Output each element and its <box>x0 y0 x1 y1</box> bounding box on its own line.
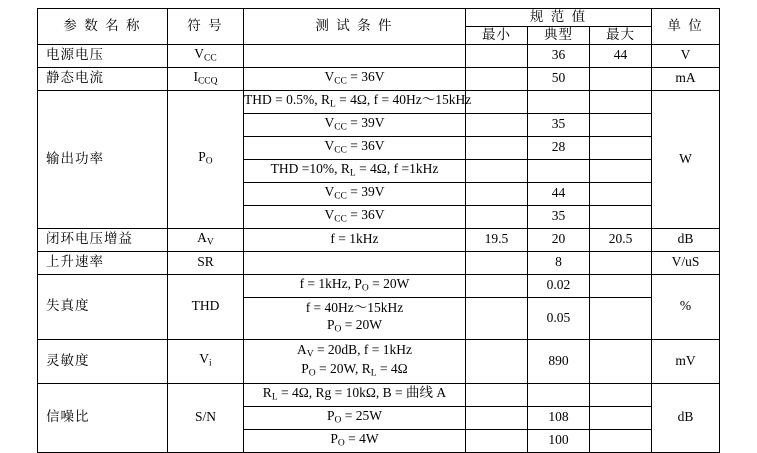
param-snr: 信噪比 <box>37 383 167 452</box>
condition-cell: $P_O = 4W$ <box>243 429 465 452</box>
symbol-sr: SR <box>167 251 243 274</box>
value-min <box>465 297 527 339</box>
symbol-po: $P_O$ <box>167 90 243 228</box>
table-row <box>37 383 719 406</box>
value-max <box>589 406 651 429</box>
value-max <box>589 297 651 339</box>
condition-cell: THD =10%, $R_L = 4\Omega$, f =1kHz <box>243 159 465 182</box>
value-max <box>589 251 651 274</box>
param-output-power: 输出功率 <box>37 90 167 228</box>
value-max: 20.5 <box>589 228 651 251</box>
value-typ <box>527 383 589 406</box>
value-min <box>465 159 527 182</box>
table-row <box>37 251 719 274</box>
unit-cell: % <box>652 274 720 339</box>
value-typ: 50 <box>527 67 589 90</box>
value-typ <box>527 90 589 113</box>
specification-table <box>37 8 720 453</box>
condition-cell: $R_L = 4\Omega$, Rg = 10kΩ, B = 曲线 A <box>243 383 465 406</box>
condition-cell: $V_{CC} = 36V$ <box>243 136 465 159</box>
symbol-vcc: $V_{CC}$ <box>167 44 243 67</box>
param-sensitivity: 灵敏度 <box>37 339 167 383</box>
table-row <box>37 274 719 297</box>
condition-cell: THD = 0.5%, $R_L = 4\Omega$, f = 40Hz～15kHz <box>243 90 465 113</box>
value-max: 44 <box>589 44 651 67</box>
value-min <box>465 383 527 406</box>
value-max <box>589 113 651 136</box>
param-supply-voltage: 电源电压 <box>37 44 167 67</box>
value-typ: 35 <box>527 205 589 228</box>
value-typ: 28 <box>527 136 589 159</box>
symbol-av: $A_V$ <box>167 228 243 251</box>
value-max <box>589 274 651 297</box>
symbol-vi: $V_i$ <box>167 339 243 383</box>
condition-cell: $P_O = 25W$ <box>243 406 465 429</box>
unit-cell: mV <box>652 339 720 383</box>
value-typ <box>527 159 589 182</box>
value-max <box>589 429 651 452</box>
value-typ: 108 <box>527 406 589 429</box>
unit-cell: V/uS <box>652 251 720 274</box>
value-min <box>465 44 527 67</box>
symbol-thd: THD <box>167 274 243 339</box>
table-row <box>37 67 719 90</box>
unit-cell: V <box>652 44 720 67</box>
value-min: 19.5 <box>465 228 527 251</box>
value-min <box>465 113 527 136</box>
value-min <box>465 205 527 228</box>
value-typ: 35 <box>527 113 589 136</box>
param-thd: 失真度 <box>37 274 167 339</box>
table-header-row-1 <box>37 9 719 27</box>
param-closed-loop-gain: 闭环电压增益 <box>37 228 167 251</box>
condition-cell: $V_{CC} = 39V$ <box>243 113 465 136</box>
value-typ: 44 <box>527 182 589 205</box>
symbol-iccq: $I_{CCQ}$ <box>167 67 243 90</box>
condition-cell <box>243 251 465 274</box>
value-typ: 20 <box>527 228 589 251</box>
value-min <box>465 251 527 274</box>
header-unit: 单 位 <box>652 9 720 45</box>
value-max <box>589 205 651 228</box>
condition-cell: $V_{CC} = 39V$ <box>243 182 465 205</box>
condition-cell: f = 1kHz <box>243 228 465 251</box>
value-min <box>465 406 527 429</box>
table-row <box>37 44 719 67</box>
value-max <box>589 182 651 205</box>
value-typ: 36 <box>527 44 589 67</box>
value-min <box>465 274 527 297</box>
value-max <box>589 90 651 113</box>
table-row <box>37 90 719 113</box>
condition-cell: $A_V = 20dB$, f = 1kHz $P_O = 20W$, $R_L = 4\Omega$ <box>243 339 465 383</box>
value-min <box>465 182 527 205</box>
condition-cell: f = 1kHz, $P_O = 20W$ <box>243 274 465 297</box>
header-max: 最大 <box>589 26 651 44</box>
value-typ: 100 <box>527 429 589 452</box>
value-min <box>465 339 527 383</box>
value-min <box>465 90 527 113</box>
header-min: 最小 <box>465 26 527 44</box>
header-condition: 测 试 条 件 <box>243 9 465 45</box>
header-spec-group: 规 范 值 <box>465 9 651 27</box>
value-max <box>589 136 651 159</box>
condition-cell: f = 40Hz～15kHz $P_O = 20W$ <box>243 297 465 339</box>
value-max <box>589 67 651 90</box>
header-typ: 典型 <box>527 26 589 44</box>
unit-cell: dB <box>652 383 720 452</box>
header-symbol: 符 号 <box>167 9 243 45</box>
value-max <box>589 159 651 182</box>
value-min <box>465 136 527 159</box>
table-row <box>37 339 719 383</box>
value-typ: 0.05 <box>527 297 589 339</box>
param-quiescent-current: 静态电流 <box>37 67 167 90</box>
table-row <box>37 228 719 251</box>
condition-cell: $V_{CC} = 36V$ <box>243 67 465 90</box>
symbol-sn: S/N <box>167 383 243 452</box>
unit-cell: mA <box>652 67 720 90</box>
value-min <box>465 67 527 90</box>
value-max <box>589 339 651 383</box>
value-min <box>465 429 527 452</box>
header-param: 参 数 名 称 <box>37 9 167 45</box>
value-max <box>589 383 651 406</box>
value-typ: 8 <box>527 251 589 274</box>
param-slew-rate: 上升速率 <box>37 251 167 274</box>
unit-cell: W <box>652 90 720 228</box>
value-typ: 0.02 <box>527 274 589 297</box>
unit-cell: dB <box>652 228 720 251</box>
condition-cell <box>243 44 465 67</box>
value-typ: 890 <box>527 339 589 383</box>
condition-cell: $V_{CC} = 36V$ <box>243 205 465 228</box>
